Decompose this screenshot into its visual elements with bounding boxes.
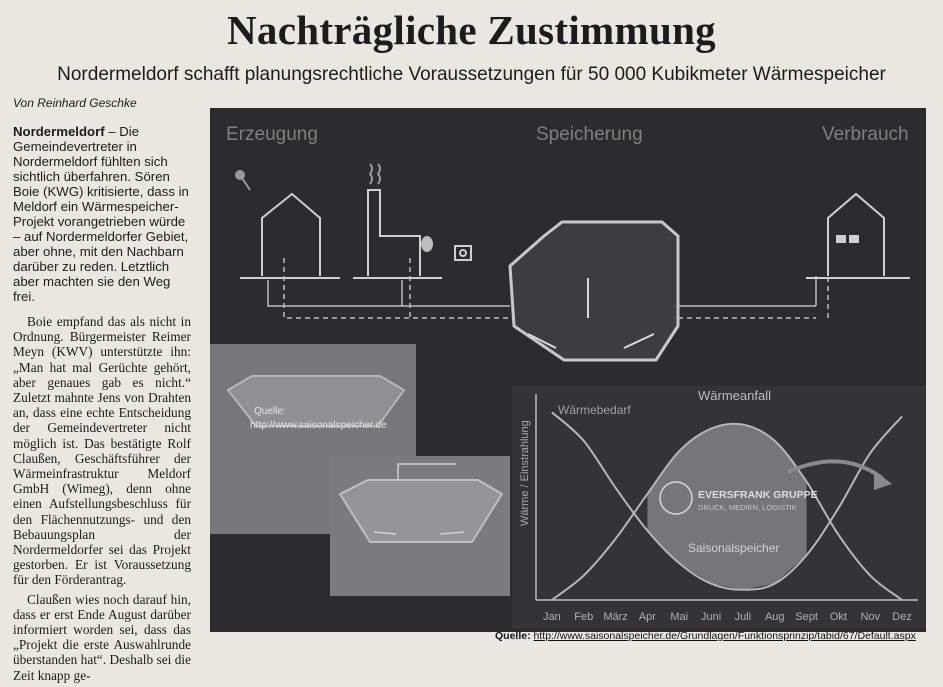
source-label: Quelle:	[495, 630, 531, 642]
storage-tank-icon	[510, 222, 678, 360]
article-paragraph-2: Claußen wies noch darauf hin, dass er erst Ende August darüber informiert worden sei, dass das „Projekt die erste Auswahlrunde überstanden hat“. Deshalb sei die Zeit knapp ge-	[13, 591, 191, 683]
article-column	[13, 124, 191, 687]
month-tick-label: Sept	[795, 611, 818, 623]
month-tick-label: März	[603, 611, 628, 623]
y-axis-label: Wärme / Einstrahlung	[519, 420, 531, 526]
burner-icon	[421, 236, 433, 252]
month-tick-label: Juli	[734, 611, 752, 623]
transfer-arrow-head	[874, 470, 892, 490]
heating-plant-icon	[368, 164, 471, 276]
heat-chart	[512, 386, 926, 628]
month-tick-label: Mai	[670, 611, 689, 623]
month-tick-label: Aug	[764, 611, 785, 623]
month-tick-label: Nov	[860, 611, 881, 623]
inset-caption-line1: Quelle:	[254, 406, 286, 417]
label-verbrauch: Verbrauch	[822, 124, 909, 145]
subheadline: Nordermeldorf schafft planungsrechtliche Voraussetzungen für 50 000 Kubikmeter Wärmespeicher	[57, 64, 886, 85]
lead-text: – Die Gemeindevertreter in Nordermeldorf fühlten sich sichtlich überfahren. Sören Boie (KWG) kritisierte, dass in Meldorf ein Wärmespeicher-Projekt vorangetrieben würde – auf Nordermeldorfer Gebiet, aber ohne, mit den Nachbarn darüber zu reden. Letztlich aber machten sie den Weg frei.	[13, 124, 189, 304]
lead-location: Nordermeldorf	[13, 124, 105, 139]
label-speicherung: Speicherung	[536, 124, 643, 145]
article-paragraph-1: Boie empfand das als nicht in Ordnung. Bürgermeister Reimer Meyn (KWV) unterstützte ihn: „Man hat mal Gerüchte gehört, aber genaues gab es nicht.“ Zuletzt mahnte Jens von Drahten an, dass eine echte Entscheidung der Gemeindevertreter nicht möglich ist. Das bestätigte Rolf Claußen, Geschäftsführer der Wärmeinfrastruktur Meldorf GmbH (Wimeg), denn ohne einen Aufstellungsbeschluss für den Flächennutzungs- und den Bebauungsplan der Nordermeldorfer sei das Projekt gestorben. Er ist Voraussetzung für den Förderantrag.	[13, 314, 191, 588]
month-tick-label: Juni	[700, 611, 722, 623]
month-tick-label: Okt	[829, 611, 847, 623]
series-label-waermeanfall: Wärmeanfall	[698, 388, 771, 403]
house-icon-right	[828, 194, 884, 276]
label-erzeugung: Erzeugung	[226, 124, 318, 145]
byline: Von Reinhard Geschke	[13, 96, 137, 110]
brand-tagline: DRUCK, MEDIEN, LOGISTIK	[698, 503, 797, 512]
month-tick-label: Feb	[574, 611, 594, 623]
inset-caption-line2: http://www.saisonalspeicher.de	[250, 420, 387, 431]
inset-tank-photo-2	[330, 456, 510, 596]
heat-chart-panel	[512, 386, 926, 628]
month-tick-label: Jan	[543, 611, 561, 623]
lead-paragraph	[13, 124, 191, 304]
series-label-waermebedarf: Wärmebedarf	[558, 403, 631, 417]
month-tick-label: Apr	[638, 611, 656, 623]
source-link[interactable]: http://www.saisonalspeicher.de/Grundlagen/Funktionsprinzip/tabid/67/Default.aspx	[533, 630, 916, 642]
headline: Nachträgliche Zustimmung	[227, 7, 716, 53]
month-tick-label: Dez	[892, 611, 912, 623]
brand-name: EVERSFRANK GRUPPE	[698, 489, 818, 501]
area-label-saisonalspeicher: Saisonalspeicher	[688, 541, 780, 555]
solar-collector-icon	[235, 170, 250, 190]
source-line	[495, 630, 916, 642]
house-icon-left	[262, 194, 320, 276]
month-ticks	[543, 611, 912, 623]
